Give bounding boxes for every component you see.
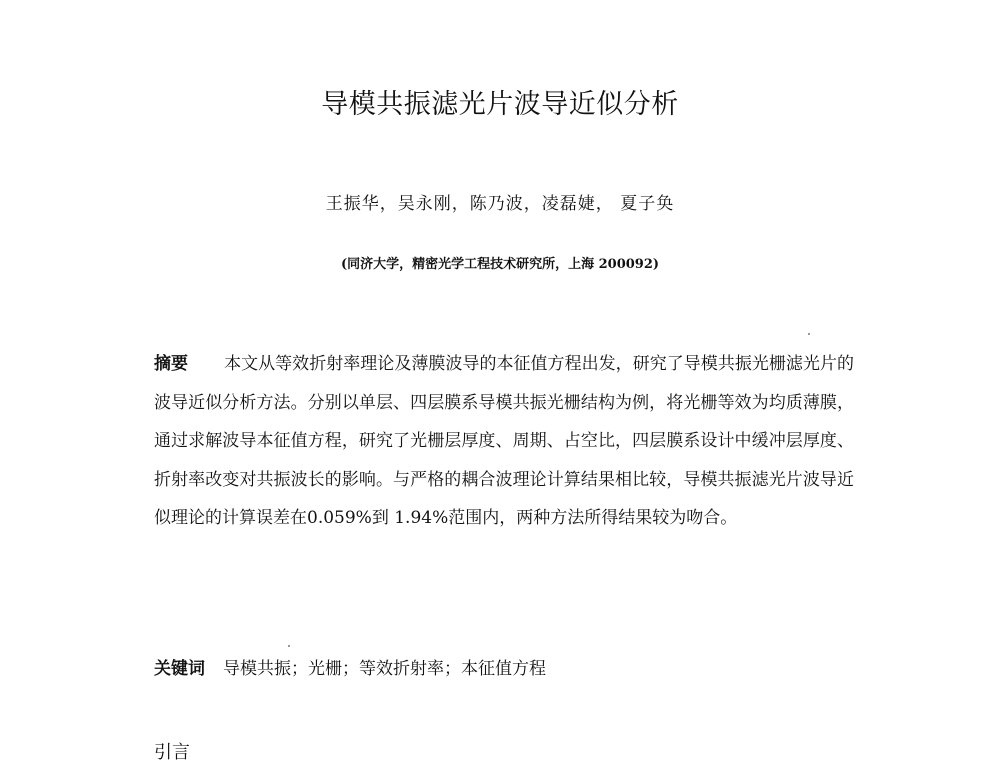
keywords-text: 导模共振；光栅；等效折射率；本征值方程 <box>223 659 546 679</box>
keywords-label: 关键词 <box>154 659 205 679</box>
scan-speck <box>288 645 290 647</box>
section-heading-introduction: 引言 <box>154 742 190 763</box>
paper-title: 导模共振滤光片波导近似分析 <box>321 89 679 120</box>
author-list: 王振华，吴永刚，陈乃波，凌磊婕， 夏子奂 <box>325 194 675 214</box>
keywords-block <box>154 654 854 679</box>
scan-speck <box>808 333 810 335</box>
abstract-label: 摘要 <box>154 354 189 374</box>
abstract-block <box>154 345 854 538</box>
abstract-text: 本文从等效折射率理论及薄膜波导的本征值方程出发，研究了导模共振光栅滤光片的波导近似分析方法。分别以单层、四层膜系导模共振光栅结构为例，将光栅等效为均质薄膜，通过求解波导本征值方程，研究了光栅层厚度、周期、占空比，四层膜系设计中缓冲层厚度、折射率改变对共振波长的影响。与严格的耦合波理论计算结果相比较，导模共振滤光片波导近似理论的计算误差在0.059%到 1.94%范围内，两种方法所得结果较为吻合。 <box>154 354 855 528</box>
affiliation: (同济大学，精密光学工程技术研究所，上海 200092) <box>340 257 660 272</box>
